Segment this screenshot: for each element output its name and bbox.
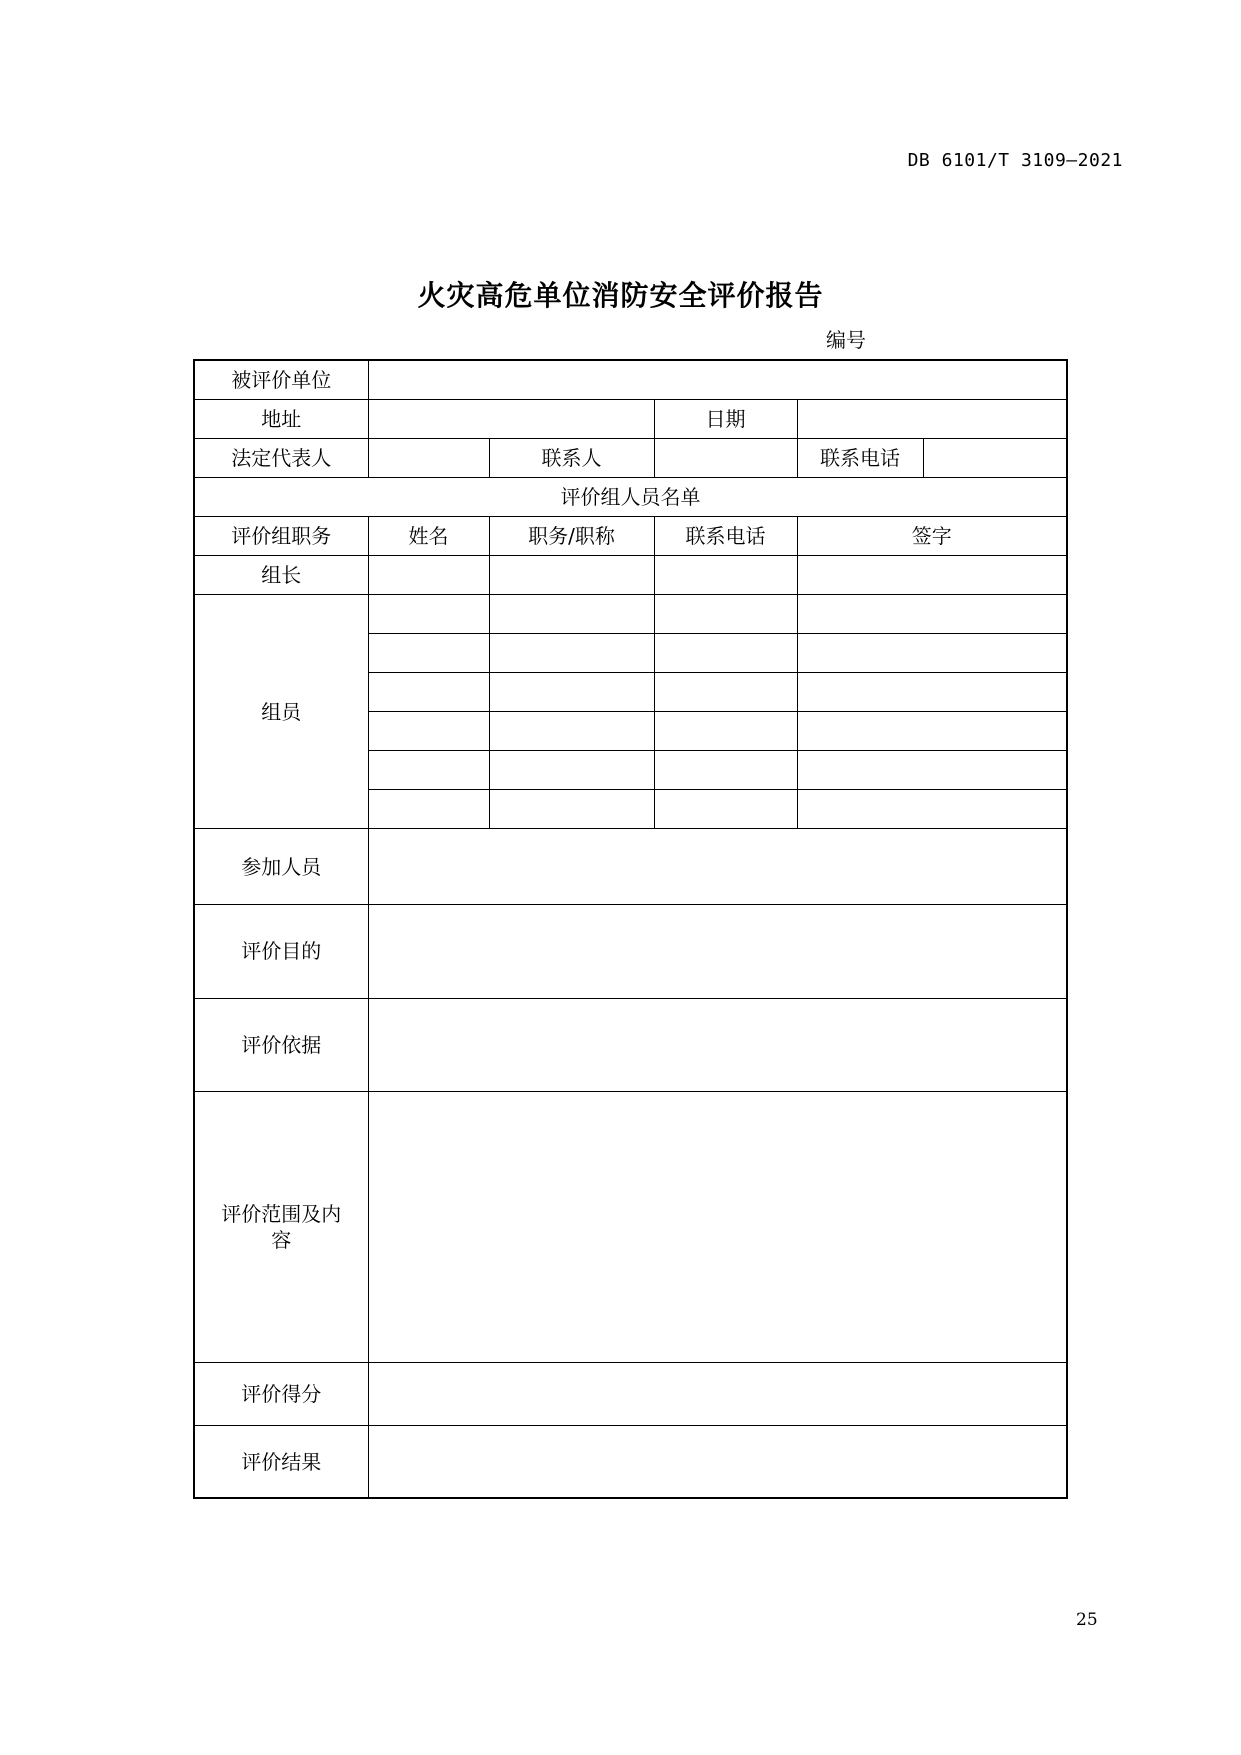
member-position-field[interactable] [489,673,654,712]
member-phone-field[interactable] [654,594,797,633]
col-header-name: 姓名 [368,516,489,555]
row-purpose [194,905,1067,998]
contact-phone-label: 联系电话 [797,438,923,477]
basis-field[interactable] [368,998,1067,1091]
leader-signature-field[interactable] [797,555,1067,594]
date-field[interactable] [797,399,1067,438]
contact-person-field[interactable] [654,438,797,477]
purpose-label: 评价目的 [194,905,368,998]
member-signature-field[interactable] [797,790,1067,829]
address-field[interactable] [368,399,654,438]
leader-name-field[interactable] [368,555,489,594]
member-signature-field[interactable] [797,673,1067,712]
legal-rep-field[interactable] [368,438,489,477]
member-position-field[interactable] [489,751,654,790]
row-score [194,1363,1067,1426]
member-signature-field[interactable] [797,751,1067,790]
member-label: 组员 [194,594,368,828]
document-code: DB 6101/T 3109—2021 [907,150,1123,171]
date-label: 日期 [654,399,797,438]
leader-label: 组长 [194,555,368,594]
col-header-role: 评价组职务 [194,516,368,555]
evaluated-unit-label: 被评价单位 [194,360,368,399]
member-phone-field[interactable] [654,751,797,790]
evaluated-unit-field[interactable] [368,360,1067,399]
member-name-field[interactable] [368,751,489,790]
page-number: 25 [1076,1610,1098,1630]
member-phone-field[interactable] [654,790,797,829]
page-title: 火灾高危单位消防安全评价报告 [417,279,824,312]
contact-person-label: 联系人 [489,438,654,477]
row-leader [194,555,1067,594]
row-group-title [194,477,1067,516]
member-position-field[interactable] [489,790,654,829]
result-label: 评价结果 [194,1426,368,1498]
member-signature-field[interactable] [797,712,1067,751]
legal-rep-label: 法定代表人 [194,438,368,477]
member-name-field[interactable] [368,790,489,829]
row-member-1 [194,594,1067,633]
row-legal-rep [194,438,1067,477]
member-name-field[interactable] [368,712,489,751]
member-name-field[interactable] [368,673,489,712]
row-basis [194,998,1067,1091]
member-phone-field[interactable] [654,633,797,672]
evaluation-form-table [193,359,1068,1499]
member-name-field[interactable] [368,594,489,633]
score-field[interactable] [368,1363,1067,1426]
scope-field[interactable] [368,1091,1067,1362]
member-signature-field[interactable] [797,594,1067,633]
purpose-field[interactable] [368,905,1067,998]
col-header-signature: 签字 [797,516,1067,555]
scope-label [194,1091,368,1362]
row-address [194,399,1067,438]
row-scope [194,1091,1067,1362]
group-list-title: 评价组人员名单 [194,477,1067,516]
col-header-phone: 联系电话 [654,516,797,555]
row-column-headers [194,516,1067,555]
result-field[interactable] [368,1426,1067,1498]
scope-label-line1: 评价范围及内 [221,1201,342,1226]
basis-label: 评价依据 [194,998,368,1091]
row-result [194,1426,1067,1498]
member-phone-field[interactable] [654,673,797,712]
member-name-field[interactable] [368,633,489,672]
participants-field[interactable] [368,829,1067,905]
participants-label: 参加人员 [194,829,368,905]
contact-phone-field[interactable] [923,438,1067,477]
member-position-field[interactable] [489,633,654,672]
leader-phone-field[interactable] [654,555,797,594]
scope-label-line2: 容 [271,1227,292,1252]
leader-position-field[interactable] [489,555,654,594]
row-evaluated-unit [194,360,1067,399]
row-participants [194,829,1067,905]
member-position-field[interactable] [489,712,654,751]
address-label: 地址 [194,399,368,438]
score-label: 评价得分 [194,1363,368,1426]
col-header-position: 职务/职称 [489,516,654,555]
number-label: 编号 [826,328,866,352]
member-signature-field[interactable] [797,633,1067,672]
member-position-field[interactable] [489,594,654,633]
member-phone-field[interactable] [654,712,797,751]
